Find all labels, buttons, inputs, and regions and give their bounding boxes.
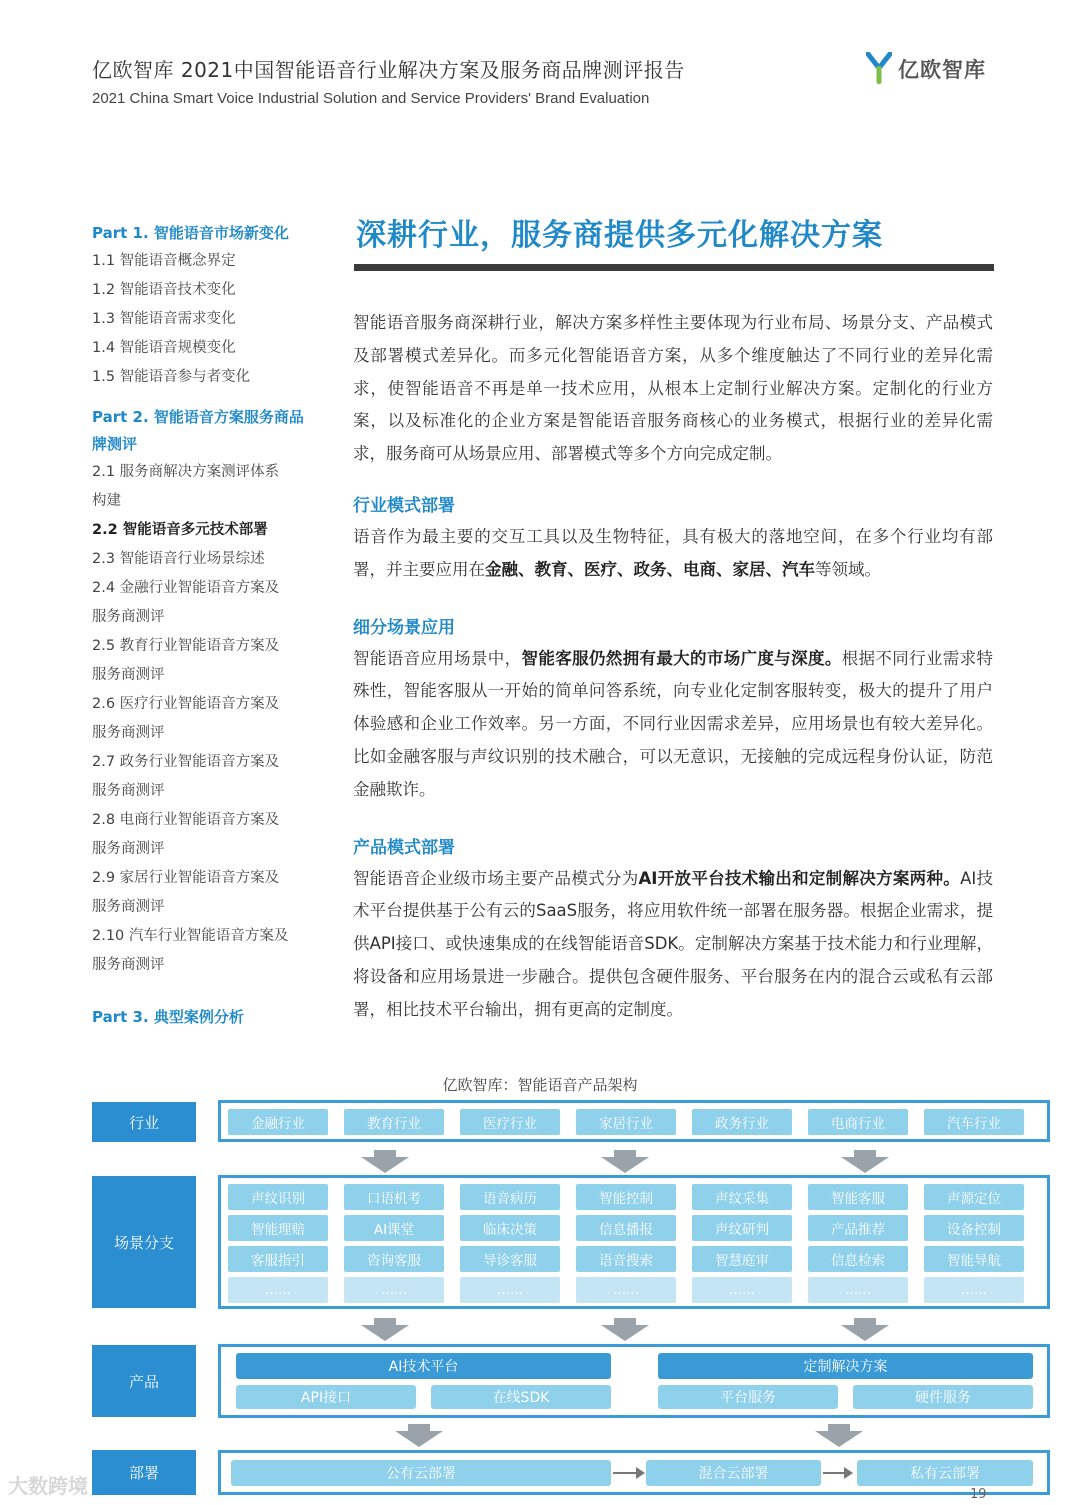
section-heading-scenes: 细分场景应用 [353, 617, 455, 638]
toc-item[interactable]: 1.4 智能语音规模变化 [92, 340, 236, 356]
toc-item[interactable]: 服务商测评 [92, 667, 165, 683]
toc-item[interactable]: 2.8 电商行业智能语音方案及 [92, 812, 280, 828]
scene-chip: 语音病历 [460, 1184, 560, 1210]
toc-item[interactable]: 2.6 医疗行业智能语音方案及 [92, 696, 280, 712]
bold-run: AI开放平台技术输出和定制解决方案两种。 [638, 868, 961, 888]
toc-item[interactable]: 1.1 智能语音概念界定 [92, 253, 236, 269]
brand-logo [866, 52, 986, 86]
scene-chip: 声纹识别 [228, 1184, 328, 1210]
bold-run: 金融、教育、医疗、政务、电商、家居、汽车 [485, 559, 815, 579]
toc-item[interactable]: 2.4 金融行业智能语音方案及 [92, 580, 280, 596]
scene-chip: 智能控制 [576, 1184, 676, 1210]
toc-item[interactable]: 服务商测评 [92, 841, 165, 857]
deploy-frame [218, 1450, 1050, 1495]
down-arrow-head [841, 1325, 889, 1341]
scene-chip: 信息检索 [808, 1246, 908, 1272]
scene-chip: 产品推荐 [808, 1215, 908, 1241]
scene-chip: 信息播报 [576, 1215, 676, 1241]
scene-frame [218, 1175, 1050, 1309]
public-cloud-bar: 公有云部署 [231, 1460, 611, 1486]
report-subtitle: 2021 China Smart Voice Industrial Solution and Service Providers' Brand Evaluation [92, 90, 650, 107]
scene-chip: 临床决策 [460, 1215, 560, 1241]
toc-item[interactable]: 服务商测评 [92, 783, 165, 799]
text-run: 等领域。 [815, 559, 881, 579]
api-bar: API接口 [236, 1385, 416, 1409]
toc-part-3[interactable]: Part 3. 典型案例分析 [92, 1008, 244, 1026]
industry-chip: 医疗行业 [460, 1109, 560, 1135]
hybrid-cloud-bar: 混合云部署 [646, 1460, 821, 1486]
table-of-contents [92, 220, 322, 1031]
scene-chip-more: ...... [344, 1277, 444, 1303]
scene-chip: 声纹研判 [692, 1215, 792, 1241]
scene-chip: 口语机考 [344, 1184, 444, 1210]
ai-platform-bar: AI技术平台 [236, 1353, 611, 1379]
toc-item[interactable]: 2.1 服务商解决方案测评体系 [92, 464, 280, 480]
row-label-industry: 行业 [92, 1102, 196, 1142]
hardware-service-bar: 硬件服务 [853, 1385, 1033, 1409]
toc-item[interactable]: 服务商测评 [92, 899, 165, 915]
scene-chip: 声纹采集 [692, 1184, 792, 1210]
down-arrow-head [841, 1157, 889, 1173]
logo-text: 亿欧智库 [898, 58, 986, 82]
toc-item[interactable]: 2.9 家居行业智能语音方案及 [92, 870, 280, 886]
scene-chip: AI课堂 [344, 1215, 444, 1241]
scene-chip: 智能理赔 [228, 1215, 328, 1241]
toc-item-current[interactable]: 2.2 智能语音多元技术部署 [92, 522, 268, 538]
scene-chip: 智能客服 [808, 1184, 908, 1210]
toc-item[interactable]: 1.3 智能语音需求变化 [92, 311, 236, 327]
scene-chip-more: ...... [576, 1277, 676, 1303]
industry-chip: 汽车行业 [924, 1109, 1024, 1135]
toc-item[interactable]: 2.7 政务行业智能语音方案及 [92, 754, 280, 770]
industry-chip: 教育行业 [344, 1109, 444, 1135]
toc-item[interactable]: 1.5 智能语音参与者变化 [92, 369, 251, 385]
page-number: 19 [970, 1487, 987, 1502]
bold-run: 智能客服仍然拥有最大的市场广度与深度。 [521, 648, 842, 668]
toc-part-2-cont[interactable]: 牌测评 [92, 435, 138, 453]
section-paragraph-scenes [353, 643, 993, 807]
scene-chip: 声源定位 [924, 1184, 1024, 1210]
product-frame [218, 1344, 1050, 1418]
down-arrow-head [815, 1431, 863, 1447]
scene-chip-more: ...... [808, 1277, 908, 1303]
sdk-bar: 在线SDK [431, 1385, 611, 1409]
scene-chip-more: ...... [924, 1277, 1024, 1303]
toc-item[interactable]: 服务商测评 [92, 957, 165, 973]
scene-chip-more: ...... [228, 1277, 328, 1303]
right-arrow [613, 1472, 643, 1474]
main-content [353, 307, 993, 1027]
custom-solution-bar: 定制解决方案 [658, 1353, 1033, 1379]
scene-chip: 智能导航 [924, 1246, 1024, 1272]
down-arrow-head [395, 1431, 443, 1447]
down-arrow-head [361, 1157, 409, 1173]
row-label-deploy: 部署 [92, 1450, 196, 1495]
down-arrow-head [601, 1325, 649, 1341]
scene-chip: 客服指引 [228, 1246, 328, 1272]
text-run: AI技术平台提供基于公有云的SaaS服务，将应用软件统一部署在服务器。根据企业需求，提供API接口、或快速集成的在线智能语音SDK。定制解决方案基于技术能力和行业理解，将设备和应用场景进一步融合。提供包含硬件服务、平台服务在内的混合云或私有云部署，相比技术平台输出，拥有更高的定制度。 [353, 868, 994, 1019]
industry-frame [218, 1100, 1050, 1142]
toc-part-1[interactable]: Part 1. 智能语音市场新变化 [92, 224, 289, 242]
row-label-product: 产品 [92, 1345, 196, 1417]
scene-chip-more: ...... [692, 1277, 792, 1303]
scene-chip: 导诊客服 [460, 1246, 560, 1272]
scene-chip: 咨询客服 [344, 1246, 444, 1272]
text-run: 根据不同行业需求特殊性，智能客服从一开始的简单问答系统，向专业化定制客服转变，极大的提升了用户体验感和企业工作效率。另一方面，不同行业因需求差异，应用场景也有较大差异化。比如金融客服与声纹识别的技术融合，可以无意识，无接触的完成远程身份认证，防范金融欺诈。 [353, 648, 994, 799]
toc-item[interactable]: 2.10 汽车行业智能语音方案及 [92, 928, 289, 944]
watermark: 大数跨境 [8, 1474, 88, 1498]
industry-chip: 政务行业 [692, 1109, 792, 1135]
section-heading-product: 产品模式部署 [353, 837, 455, 858]
text-run: 语音作为最主要的交互工具以及生物特征，具有极大的落地空间，在多个行业均有部署，并主要应用在 [353, 526, 993, 579]
industry-chip: 电商行业 [808, 1109, 908, 1135]
toc-item[interactable]: 服务商测评 [92, 725, 165, 741]
scene-chip: 设备控制 [924, 1215, 1024, 1241]
scene-chip: 语音搜索 [576, 1246, 676, 1272]
toc-item[interactable]: 2.3 智能语音行业场景综述 [92, 551, 265, 567]
scene-chip: 智慧庭审 [692, 1246, 792, 1272]
section-paragraph-industry [353, 521, 993, 587]
scene-chip-more: ...... [460, 1277, 560, 1303]
diagram-title: 亿欧智库：智能语音产品架构 [442, 1076, 638, 1094]
title-divider [354, 264, 994, 271]
toc-item[interactable]: 服务商测评 [92, 609, 165, 625]
toc-item[interactable]: 2.5 教育行业智能语音方案及 [92, 638, 280, 654]
industry-chip: 金融行业 [228, 1109, 328, 1135]
industry-chip: 家居行业 [576, 1109, 676, 1135]
intro-paragraph: 智能语音服务商深耕行业，解决方案多样性主要体现为行业布局、场景分支、产品模式及部署模式差异化。而多元化智能语音方案，从多个维度触达了不同行业的差异化需求，使智能语音不再是单一技术应用，从根本上定制行业解决方案。定制化的行业方案，以及标准化的企业方案是智能语音服务商核心的业务模式，根据行业的差异化需求，服务商可从场景应用、部署模式等多个方向完成定制。 [353, 313, 993, 464]
right-arrow [823, 1472, 851, 1474]
toc-item[interactable]: 1.2 智能语音技术变化 [92, 282, 236, 298]
toc-part-2[interactable]: Part 2. 智能语音方案服务商品 [92, 408, 304, 426]
private-cloud-bar: 私有云部署 [857, 1460, 1033, 1486]
toc-item[interactable]: 构建 [92, 493, 121, 509]
row-label-scene: 场景分支 [92, 1176, 196, 1308]
report-title: 亿欧智库 2021中国智能语音行业解决方案及服务商品牌测评报告 [92, 58, 685, 82]
text-run: 智能语音应用场景中， [353, 648, 522, 668]
down-arrow-head [601, 1157, 649, 1173]
logo-icon [866, 52, 892, 86]
text-run: 智能语音企业级市场主要产品模式分为 [353, 868, 639, 888]
section-heading-industry: 行业模式部署 [353, 495, 455, 516]
section-paragraph-product [353, 863, 993, 1027]
down-arrow-head [361, 1325, 409, 1341]
page-title: 深耕行业，服务商提供多元化解决方案 [356, 218, 883, 253]
platform-service-bar: 平台服务 [658, 1385, 838, 1409]
